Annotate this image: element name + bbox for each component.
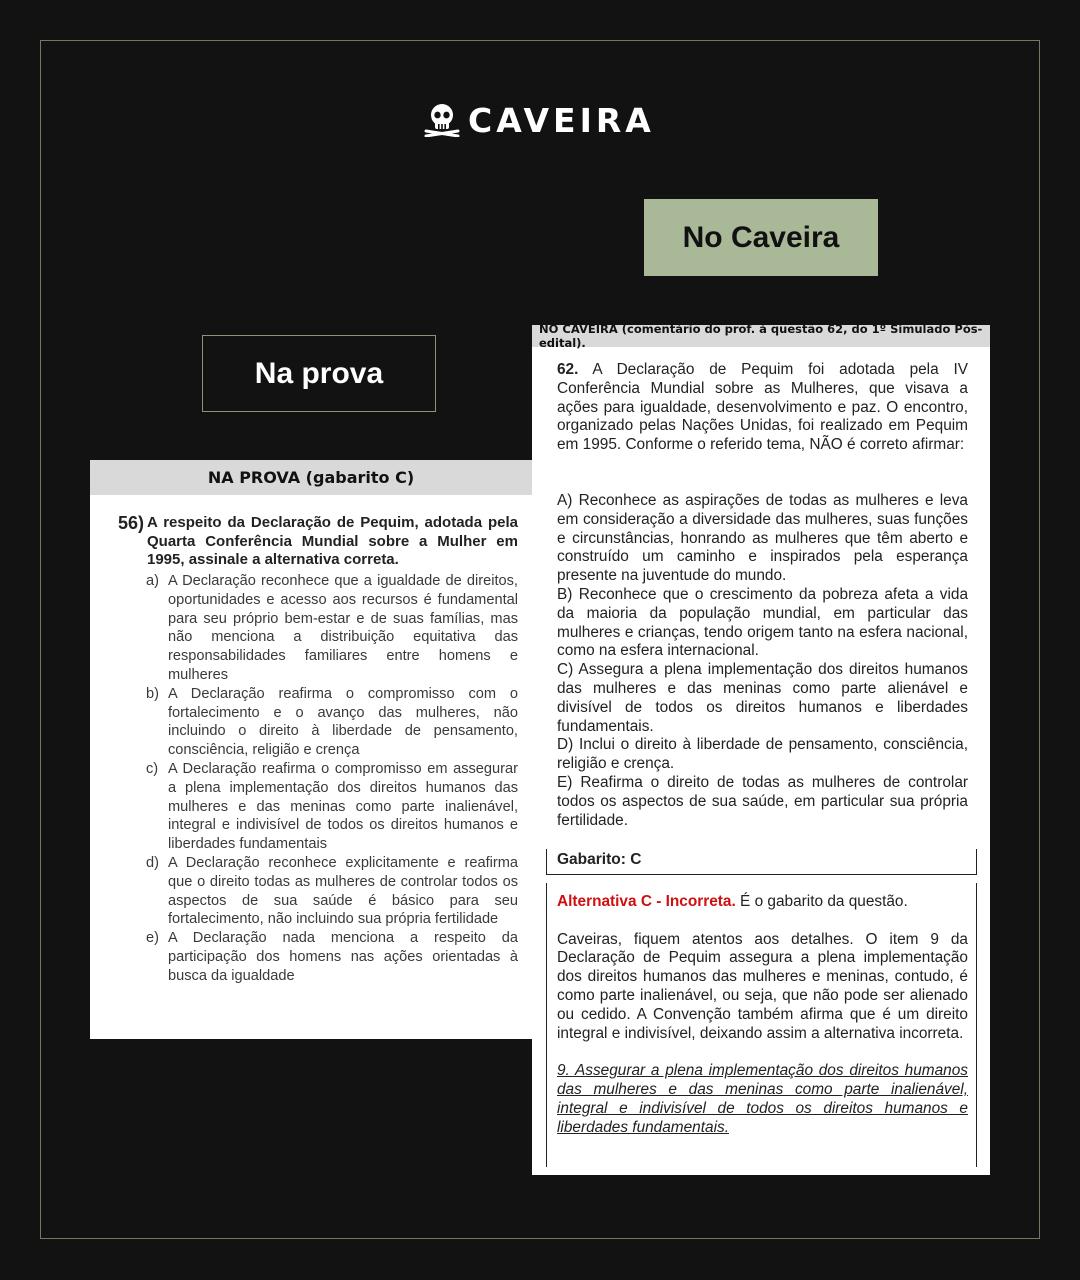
exam-option-c (146, 760, 518, 854)
exam-options (146, 572, 518, 986)
exam-option-e (146, 929, 518, 985)
option-letter: b) (146, 685, 159, 702)
exam-card-header: NA PROVA (gabarito C) (90, 460, 532, 495)
option-text: A Declaração reafirma o compromisso com o fortalecimento e o avanço das mulheres, não incluindo o direito à liberdade de pensamento, consciência, religião e crença (168, 685, 518, 759)
option-text: A Declaração reconhece que a igualdade de direitos, oportunidades e acesso aos recursos é fundamental para seu próprio bem-estar e de suas famílias, mas não menciona a distribuição equitativa das responsabilidades familiares entre homens e mulheres (168, 573, 518, 683)
logo-text: CAVEIRA (468, 100, 655, 140)
exam-option-d (146, 854, 518, 929)
option-text: A Declaração nada menciona a respeito da participação dos homens nas ações orientadas à busca da igualdade (168, 930, 518, 984)
caveira-option-a: A) Reconhece as aspirações de todas as mulheres e leva em consideração a diversidade das mulheres, suas funções e circunstâncias, honrando as mulheres que têm aberto e construído um caminho e inspirados pela esperança presente na juventude do mundo. (557, 492, 968, 585)
skull-icon (424, 103, 460, 137)
exam-question (118, 514, 518, 570)
caveira-question (557, 361, 968, 455)
declaration-quote: 9. Assegurar a plena implementação dos direitos humanos das mulheres e das meninas como parte inalienável, integral e indivisível de todos os direitos humanos e liberdades fundamentais. (557, 1062, 968, 1136)
option-letter: c) (146, 760, 159, 777)
alternative-verdict: Alternativa C - Incorreta. (557, 893, 736, 910)
exam-question-number: 56) (118, 513, 145, 533)
caveira-question-number: 62. (557, 361, 579, 378)
na-prova-label: Na prova (202, 335, 436, 412)
alternative-verdict-rest: É o gabarito da questão. (735, 893, 908, 910)
exam-question-text: A respeito da Declaração de Pequim, adotada pela Quarta Conferência Mundial sobre a Mulher em 1995, assinale a alternativa correta. (147, 514, 518, 568)
professor-comment (546, 883, 977, 1167)
caveira-options (557, 492, 968, 830)
gabarito-box (546, 849, 977, 875)
option-letter: a) (146, 573, 159, 589)
exam-question-card (90, 460, 532, 1039)
exam-option-a (146, 572, 518, 685)
caveira-option-b: B) Reconhece que o crescimento da pobreza afeta a vida da maioria da população mundial, em particular das mulheres e crianças, tendo origem tanto na esfera nacional, como na esfera internacional. (557, 585, 968, 660)
option-letter: d) (146, 854, 159, 871)
caveira-option-e: E) Reafirma o direito de todas as mulheres de controlar todos os aspectos de sua saúde, em particular sua própria fertilidade. (557, 773, 968, 829)
comment-paragraph: Caveiras, fiquem atentos aos detalhes. O item 9 da Declaração de Pequim assegura a plena implementação dos direitos humanos das mulheres e meninas, contudo, é como parte inalienável, ou seja, que não pode ser alienado ou cedido. A Convenção também afirma que é um direito integral e indivisível, deixando assim a alternativa incorreta. (557, 930, 968, 1042)
caveira-card-header: NO CAVEIRA (comentário do prof. à questão 62, do 1º Simulado Pós-edital). (532, 325, 990, 347)
option-text: A Declaração reconhece explicitamente e reafirma que o direito todas as mulheres de controlar todos os aspectos de sua saúde é básico para seu fortalecimento, não incluindo sua própria fertilidade (168, 854, 518, 928)
no-caveira-label: No Caveira (644, 199, 878, 276)
option-text: A Declaração reafirma o compromisso em assegurar a plena implementação dos direitos humanos das mulheres e das meninas como parte inalienável, integral e indivisível de todos os direitos humanos e liberdades fundamentais (168, 760, 518, 853)
caveira-option-c: C) Assegura a plena implementação dos direitos humanos das mulheres e das meninas como parte alienável e divisível de todos os direitos humanos e liberdades fundamentais. (557, 661, 968, 735)
exam-option-b (146, 685, 518, 760)
logo (424, 102, 655, 138)
caveira-option-d: D) Inclui o direito à liberdade de pensamento, consciência, religião e crença. (557, 736, 968, 773)
caveira-question-text: A Declaração de Pequim foi adotada pela IV Conferência Mundial sobre as Mulheres, que visava a ações para igualdade, desenvolvimento e paz. O encontro, organizado pelas Nações Unidas, foi realizado em Pequim em 1995. Conforme o referido tema, NÃO é correto afirmar: (557, 361, 968, 454)
caveira-question-card (532, 322, 990, 1175)
gabarito-text: Gabarito: C (557, 851, 642, 868)
option-letter: e) (146, 930, 159, 947)
